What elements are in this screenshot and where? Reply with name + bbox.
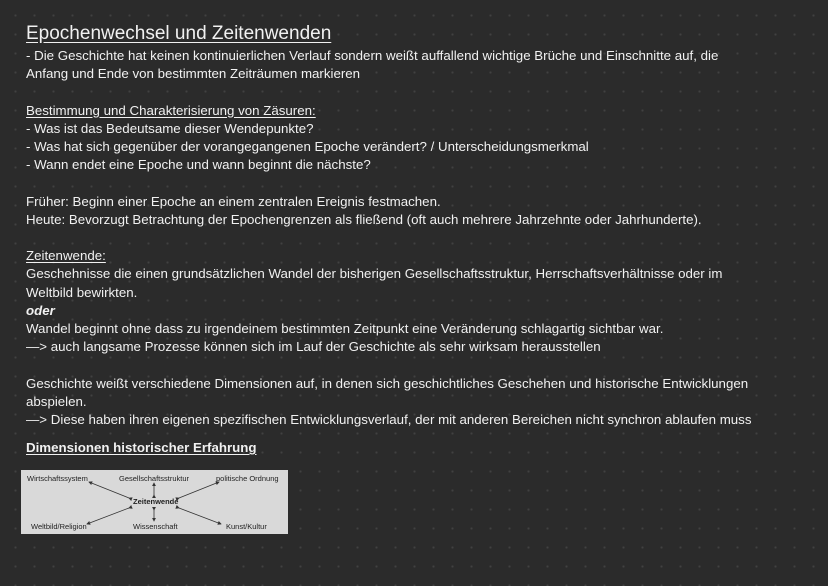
frueher-line: Früher: Beginn einer Epoche an einem zentralen Ereignis festmachen. [26, 193, 441, 209]
oder-label: oder [26, 302, 55, 318]
dim-wissenschaft: Wissenschaft [133, 522, 178, 531]
page-title: Epochenwechsel und Zeitenwenden [26, 23, 332, 44]
arrow-top-left [89, 482, 129, 498]
zaesuren-heading: Bestimmung und Charakterisierung von Zäsuren: [26, 102, 316, 118]
dim-kunst-kultur: Kunst/Kultur [226, 522, 267, 531]
arrow-top-right [179, 482, 219, 498]
diagram-heading: Dimensionen historischer Erfahrung [26, 440, 257, 456]
note-content [26, 22, 816, 457]
zeitenwende-line-4: —> auch langsame Prozesse können sich im Lauf der Geschichte als sehr wirksam herausstellen [26, 339, 601, 355]
zaesuren-item-3: - Wann endet eine Epoche und wann beginnt die nächste? [26, 157, 371, 173]
dim-politische-ordnung: politische Ordnung [216, 474, 279, 483]
intro-line-2: Anfang und Ende von bestimmten Zeiträumen markieren [26, 66, 361, 82]
zeitenwende-line-1: Geschehnisse die einen grundsätzlichen Wandel der bisherigen Gesellschaftsstruktur, Herrschaftsverhältnisse oder im [26, 266, 723, 282]
dim-weltbild-religion: Weltbild/Religion [31, 522, 87, 531]
zeitenwende-heading: Zeitenwende: [26, 248, 106, 264]
arrow-bottom-right [179, 508, 221, 524]
dim-gesellschaftsstruktur: Gesellschaftsstruktur [119, 474, 190, 483]
dimensions-diagram [21, 470, 288, 534]
zeitenwende-line-3: Wandel beginnt ohne dass zu irgendeinem bestimmten Zeitpunkt eine Veränderung schlagartig sichtbar war. [26, 321, 664, 336]
arrow-bottom-left [87, 508, 129, 524]
heute-line: Heute: Bevorzugt Betrachtung der Epochengrenzen als fließend (oft auch mehrere Jahrzehnte oder Jahrhunderte). [26, 211, 702, 227]
dim-center-zeitenwende: Zeitenwende [133, 497, 179, 506]
zaesuren-item-2: - Was hat sich gegenüber der vorangegangenen Epoche verändert? / Unterscheidungsmerkmal [26, 139, 589, 154]
zeitenwende-line-2: Weltbild bewirkten. [26, 284, 138, 300]
dimensionen-line-2: abspielen. [26, 393, 87, 409]
dim-wirtschaftssystem: Wirtschaftssystem [27, 474, 88, 483]
zaesuren-item-1: - Was ist das Bedeutsame dieser Wendepunkte? [26, 120, 314, 136]
dimensionen-line-1: Geschichte weißt verschiedene Dimensionen auf, in denen sich geschichtliches Geschehen und historische Entwicklungen [26, 375, 749, 391]
dimensionen-line-3: —> Diese haben ihren eigenen spezifischen Entwicklungsverlauf, der mit anderen Bereichen nicht synchron ablaufen muss [26, 412, 752, 427]
intro-line-1: - Die Geschichte hat keinen kontinuierlichen Verlauf sondern weißt auffallend wichtige Brüche und Einschnitte auf, die [26, 48, 719, 63]
